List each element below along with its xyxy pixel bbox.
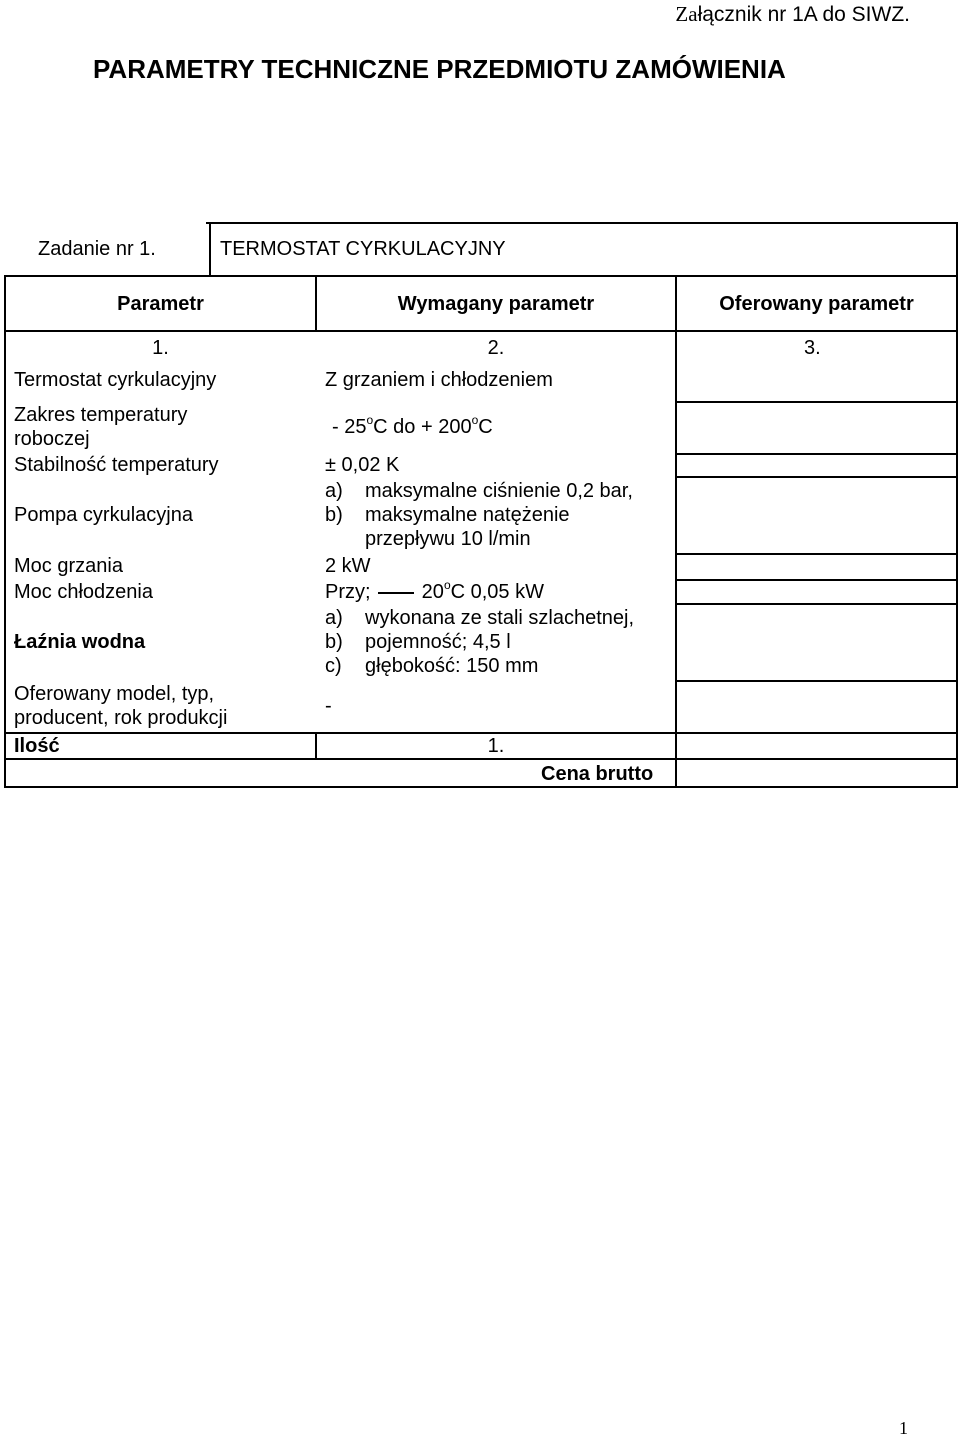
attachment-text: łącznik nr 1A do SIWZ. (697, 3, 910, 26)
param-value-stability: ± 0,02 K (325, 454, 400, 476)
cooling-prefix: Przy; (325, 581, 377, 603)
list-marker: c) (325, 655, 342, 677)
list-item (325, 630, 634, 654)
param-value-cooling (325, 580, 544, 604)
page-number: 1 (899, 1418, 908, 1438)
table-border (209, 222, 211, 277)
task-name: TERMOSTAT CYRKULACYJNY (220, 238, 506, 260)
table-border (675, 680, 958, 682)
attachment-label (675, 2, 910, 27)
list-text: wykonana ze stali szlachetnej, (365, 607, 635, 629)
degree-symbol: o (443, 578, 451, 592)
list-item (325, 654, 634, 678)
list-item (325, 503, 633, 527)
param-label-range-line2: roboczej (14, 428, 90, 450)
param-label-model-line1: Oferowany model, typ, (14, 683, 215, 705)
table-border (206, 222, 958, 224)
param-label-range-line1: Zakres temperatury (14, 404, 188, 426)
price-label: Cena brutto (541, 763, 654, 785)
list-marker: a) (325, 607, 343, 629)
column-header-offered: Oferowany parametr (719, 293, 914, 315)
param-label-stability: Stabilność temperatury (14, 454, 219, 476)
range-max: C do + 200 (373, 416, 472, 438)
document-title: PARAMETRY TECHNICZNE PRZEDMIOTU ZAMÓWIENIA (93, 54, 786, 84)
table-border (4, 275, 958, 277)
table-border (675, 453, 958, 455)
list-marker-spacer (325, 527, 365, 551)
list-text: pojemność; 4,5 l (365, 631, 511, 653)
param-value-type: Z grzaniem i chłodzeniem (325, 369, 553, 391)
cooling-temperature: 20 (416, 581, 444, 603)
param-value-pump (325, 479, 633, 551)
param-value-model: - (325, 695, 332, 717)
table-border (4, 758, 958, 760)
dash-line (378, 592, 414, 594)
quantity-label: Ilość (14, 735, 60, 757)
list-item (325, 479, 633, 503)
column-number-2: 2. (487, 337, 505, 359)
task-number: Zadanie nr 1. (38, 238, 156, 260)
param-value-heating: 2 kW (325, 555, 371, 577)
list-item (325, 606, 634, 630)
column-header-required: Wymagany parametr (397, 293, 595, 315)
table-border (675, 603, 958, 605)
param-label-cooling: Moc chłodzenia (14, 581, 153, 603)
column-number-1: 1. (152, 337, 169, 359)
table-border (4, 786, 958, 788)
column-number-3: 3. (804, 337, 821, 359)
param-label-heating: Moc grzania (14, 555, 123, 577)
degree-symbol: o (471, 413, 479, 427)
param-value-range (332, 415, 493, 439)
list-text: głębokość: 150 mm (365, 655, 539, 677)
param-label-pump: Pompa cyrkulacyjna (14, 504, 193, 526)
list-marker: b) (325, 504, 343, 526)
degree-symbol: o (366, 413, 374, 427)
table-border (675, 553, 958, 555)
list-marker: b) (325, 631, 343, 653)
table-border (675, 401, 958, 403)
cooling-power: C 0,05 kW (450, 581, 544, 603)
table-border (675, 579, 958, 581)
param-label-bath: Łaźnia wodna (14, 631, 146, 653)
table-border (956, 222, 958, 788)
list-marker: a) (325, 480, 343, 502)
list-text: maksymalne natężenie (365, 504, 570, 526)
table-border (675, 476, 958, 478)
table-border (4, 330, 958, 332)
list-text: maksymalne ciśnienie 0,2 bar, (365, 480, 633, 502)
table-border (675, 275, 677, 788)
param-label-model-line2: producent, rok produkcji (14, 707, 228, 729)
param-label-type: Termostat cyrkulacyjny (14, 369, 217, 391)
range-unit: C (478, 416, 493, 438)
quantity-value: 1. (487, 735, 505, 757)
list-item (325, 527, 633, 551)
param-value-bath (325, 606, 634, 678)
column-header-parameter: Parametr (117, 293, 204, 315)
list-text: przepływu 10 l/min (365, 528, 531, 550)
attachment-prefix: Za (675, 2, 698, 26)
range-min: - 25 (332, 416, 367, 438)
